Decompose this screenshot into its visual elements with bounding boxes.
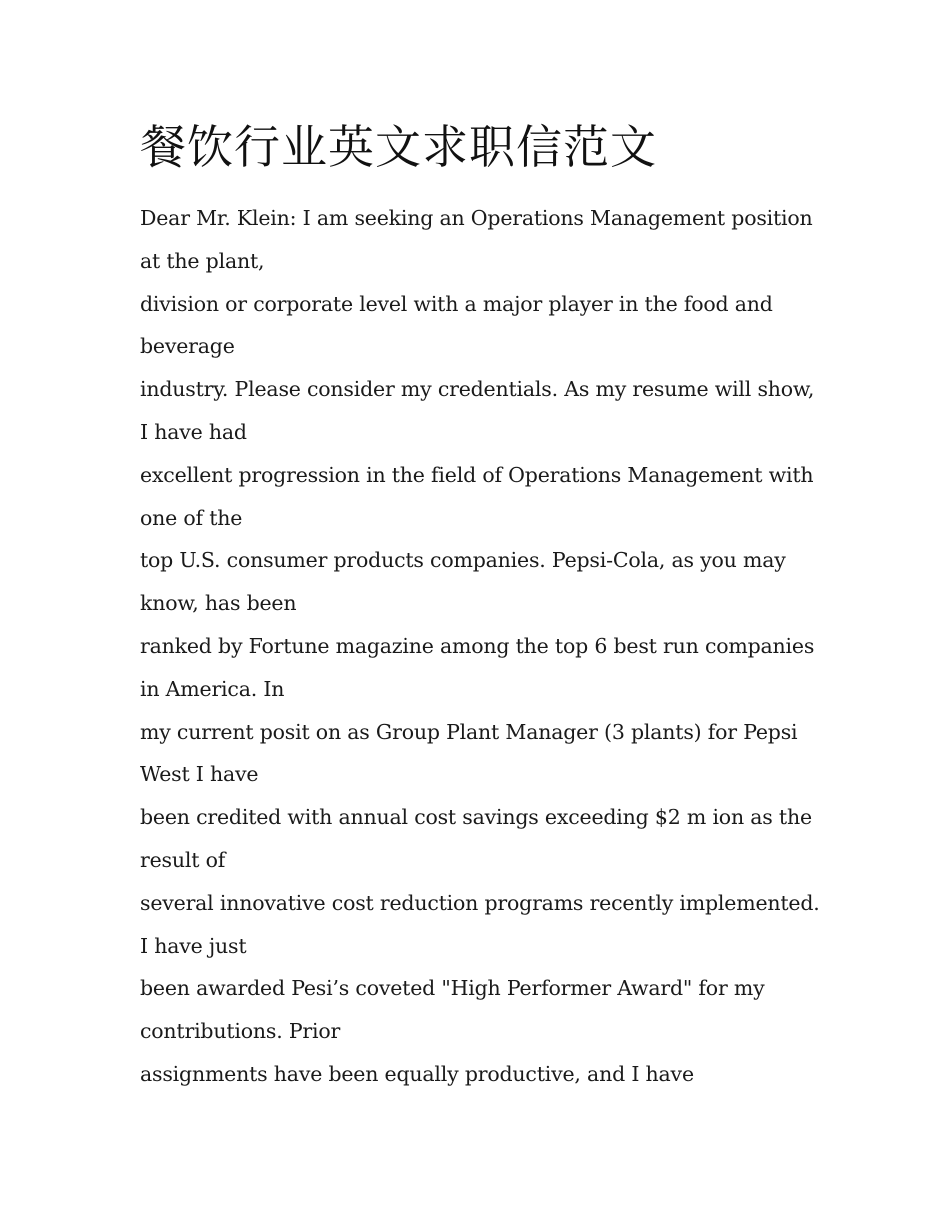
document-title: 餐饮行业英文求职信范文	[140, 120, 657, 174]
body-line: top U.S. consumer products companies. Pepsi-Cola, as you may	[140, 548, 786, 573]
body-line: excellent progression in the field of Operations Management with	[140, 462, 814, 487]
body-line: ranked by Fortune magazine among the top 6 best run companies	[140, 633, 815, 658]
body-line: I have just	[140, 933, 247, 958]
body-line: I have had	[140, 419, 247, 444]
body-line: assignments have been equally productive, and I have	[140, 1061, 694, 1086]
body-line: several innovative cost reduction programs recently implemented.	[140, 890, 820, 915]
body-line: know, has been	[140, 591, 297, 616]
body-line: division or corporate level with a major player in the food and	[140, 291, 773, 316]
body-line: one of the	[140, 505, 243, 530]
body-line: Dear Mr. Klein: I am seeking an Operations Management position	[140, 206, 813, 230]
body-line: West I have	[140, 762, 259, 787]
body-line: been awarded Pesi’s coveted "High Performer Award" for my	[140, 976, 765, 1001]
body-line: at the plant,	[140, 248, 265, 273]
body-line: result of	[140, 847, 226, 872]
body-line: contributions. Prior	[140, 1019, 341, 1044]
body-line: my current posit on as Group Plant Manager (3 plants) for Pepsi	[140, 719, 798, 744]
letter-body	[140, 197, 830, 1096]
body-line: industry. Please consider my credentials. As my resume will show,	[140, 377, 815, 402]
body-line: in America. In	[140, 676, 285, 701]
body-line: been credited with annual cost savings exceeding $2 m ion as the	[140, 805, 812, 830]
body-line: beverage	[140, 334, 235, 359]
